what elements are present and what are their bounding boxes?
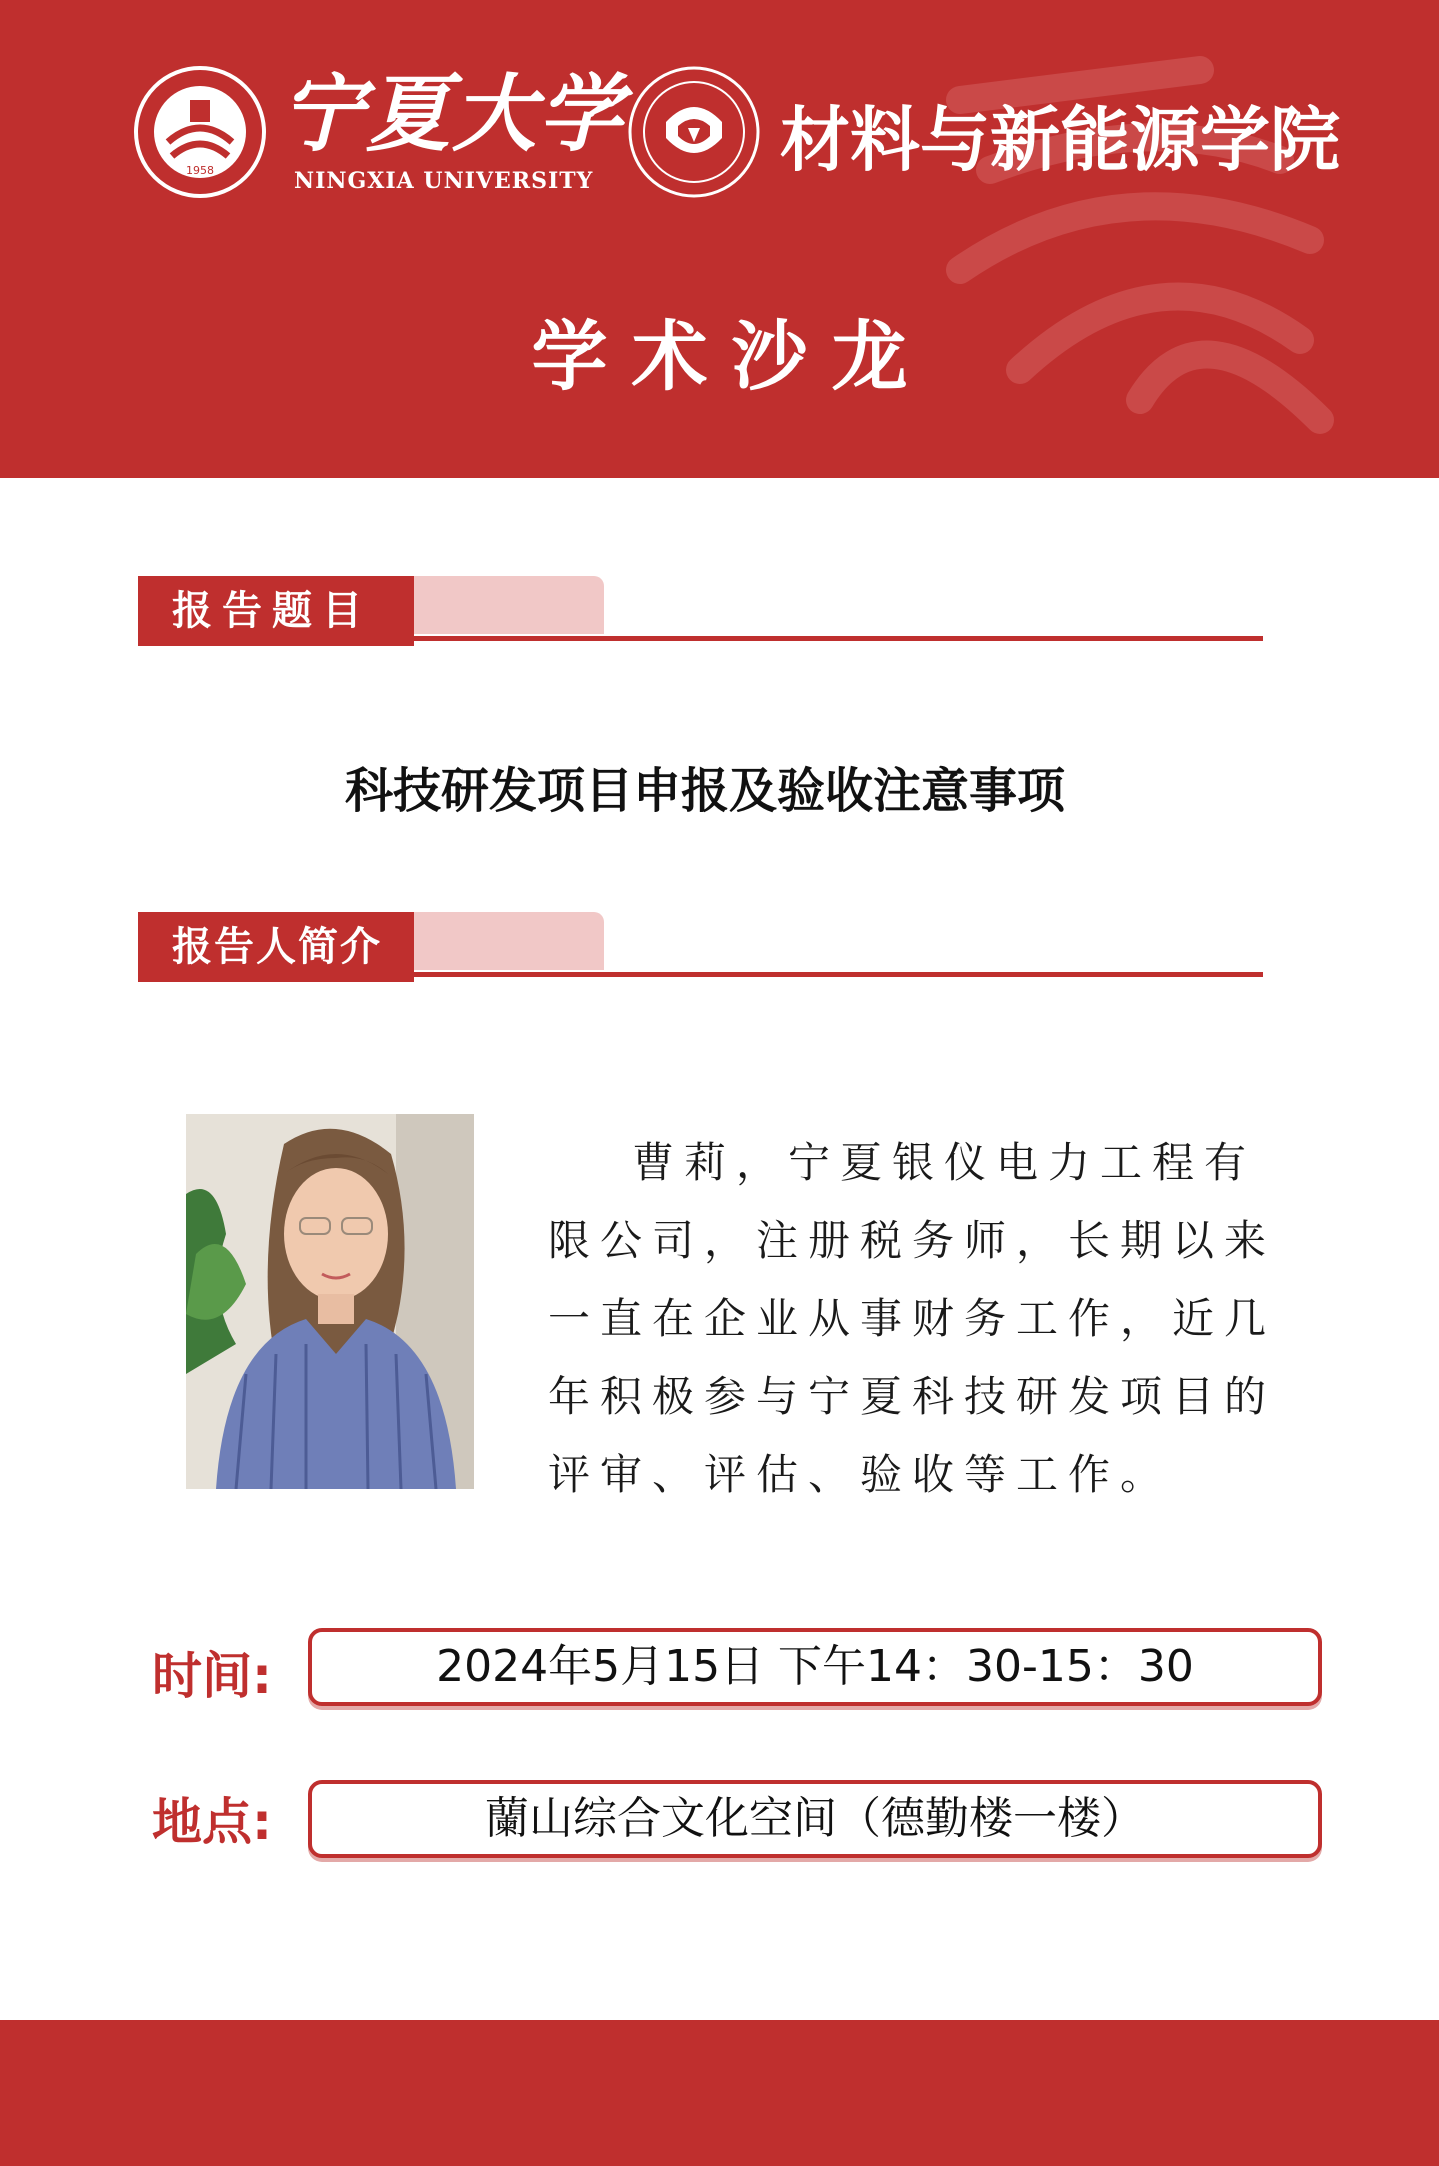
footer-banner (0, 2020, 1439, 2166)
time-value: 2024年5月15日 下午14：30-15：30 (308, 1628, 1322, 1706)
speaker-section-rule (408, 972, 1263, 977)
speaker-portrait-icon (186, 1114, 474, 1489)
speaker-bio: 曹莉，宁夏银仪电力工程有限公司，注册税务师，长期以来一直在企业从事财务工作，近几年积极参与宁夏科技研发项目的评审、评估、验收等工作。 (548, 1138, 1277, 1499)
topic-section-rule (408, 636, 1263, 641)
speaker-label-text: 报告人简介 (172, 924, 382, 970)
school-seal-icon (626, 64, 762, 200)
topic-label-text: 报告题目 (172, 588, 372, 634)
university-name-cn: 宁夏大学 (280, 64, 625, 163)
svg-text:1958: 1958 (186, 164, 214, 177)
label-tab-accent (408, 576, 604, 634)
speaker-photo (186, 1114, 474, 1489)
event-title: 学术沙龙 (531, 312, 932, 401)
school-name: 材料与新能源学院 (780, 99, 1340, 181)
time-label: 时间: (152, 1647, 272, 1705)
place-value: 蘭山综合文化空间（德勤楼一楼） (308, 1780, 1322, 1858)
header-banner (0, 0, 1439, 478)
university-seal-icon (132, 64, 268, 200)
university-name-en: NINGXIA UNIVERSITY (294, 168, 594, 194)
label-tab-accent (408, 912, 604, 970)
place-label: 地点: (152, 1793, 272, 1851)
report-topic: 科技研发项目申报及验收注意事项 (344, 763, 1065, 819)
